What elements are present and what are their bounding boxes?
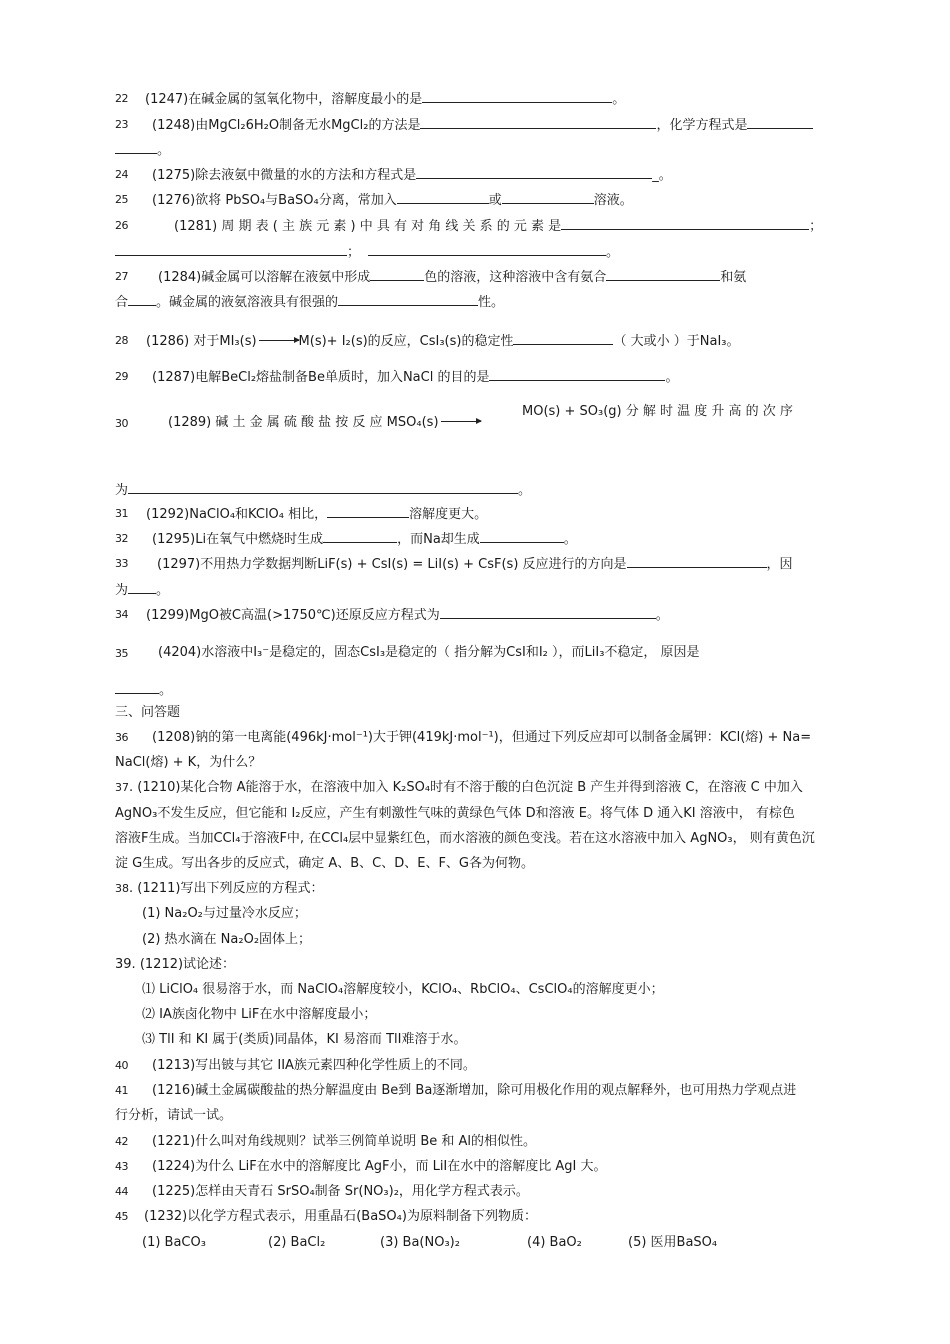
q33-line2a: 为: [115, 583, 129, 598]
q32-end: 。: [563, 532, 577, 547]
q35-end: 。: [159, 683, 173, 698]
q39-item2-text: IA族卤化物中 LiF在水中溶解度最小；: [159, 1007, 377, 1022]
q29-blank[interactable]: [489, 368, 665, 381]
q27-line2a: 合: [115, 295, 129, 310]
q45-number: 45: [115, 1210, 128, 1223]
q22-number: 22: [115, 92, 128, 105]
q37-line3: 溶液F生成。当加CCl₄于溶液F中, 在CCl₄层中显紫红色，而水溶液的颜色变浅。若在这水溶液中加入 AgNO₃， 则有黄色沉: [115, 831, 815, 846]
q26-text: [174, 217, 822, 236]
q39-text: (1212)试论述：: [139, 957, 236, 972]
q31-number: 31: [115, 507, 128, 520]
q28-number: 28: [115, 334, 128, 347]
q39-item1-num: ⑴: [142, 982, 156, 997]
q33-number: 33: [115, 557, 128, 570]
q27-line2b: 。碱金属的液氨溶液具有很强的: [156, 295, 339, 310]
q33-prompt: (1297)不用热力学数据判断LiF(s) + CsI(s) = LiI(s) + CsF(s) 反应进行的方向是: [157, 557, 627, 572]
q30-prompt: (1289) 碱 土 金 属 硫 酸 盐 按 反 应 MSO₄(s): [168, 415, 439, 430]
q44-number: 44: [115, 1185, 128, 1198]
q22-end: 。: [612, 92, 626, 107]
q30-end: 。: [518, 483, 532, 498]
q27-blank-ammine[interactable]: [606, 268, 720, 281]
q27-text: [158, 268, 746, 287]
q45-text: (1232)以化学方程式表示，用重晶石(BaSO₄)为原料制备下列物质：: [144, 1209, 537, 1224]
q30-text: [168, 414, 481, 432]
q32-mid: ，而Na却生成: [397, 532, 480, 547]
q31-end: 溶解度更大。: [409, 507, 488, 522]
q26-end: 。: [606, 245, 620, 260]
q45-option2: (2) BaCl₂: [268, 1235, 326, 1250]
q27-line2: [115, 293, 504, 312]
q28-end: （ 大或小 ）于NaI₃。: [613, 334, 740, 349]
q45-option5: (5) 医用BaSO₄: [628, 1235, 718, 1250]
q25-end: 溶液。: [593, 193, 633, 208]
q39-item1: [142, 981, 664, 999]
q27-number: 27: [115, 270, 128, 283]
q44-text: (1225)怎样由天青石 SrSO₄制备 Sr(NO₃)₂，用化学方程式表示。: [152, 1184, 529, 1199]
q30-right-text: MO(s) + SO₃(g) 分 解 时 温 度 升 高 的 次 序: [522, 404, 793, 419]
q38-item1: (1) Na₂O₂与过量冷水反应；: [142, 906, 307, 921]
q39-item3-text: TlI 和 KI 属于(类质)同晶体，KI 易溶而 TlI难溶于水。: [159, 1032, 467, 1047]
q32-number: 32: [115, 532, 128, 545]
q39-item2-num: ⑵: [142, 1007, 156, 1022]
q30-blank[interactable]: [128, 481, 518, 494]
q23-blank-equation[interactable]: [747, 116, 813, 129]
q37-line2: AgNO₃不发生反应，但它能和 I₂反应，产生有刺激性气味的黄绿色气体 D和溶液 E。将气体 D 通入KI 溶液中， 有棕色: [115, 806, 795, 821]
q26-prompt: (1281) 周 期 表 ( 主 族 元 素 ) 中 具 有 对 角 线 关 系 的 元 素 是: [174, 219, 562, 234]
q39-item1-text: LiClO₄ 很易溶于水，而 NaClO₄溶解度较小，KClO₄、RbClO₄、CsClO₄的溶解度更小；: [159, 982, 664, 997]
q34-blank[interactable]: [440, 606, 656, 619]
q39-number: 39.: [115, 957, 136, 972]
q26-blank1[interactable]: [561, 217, 809, 230]
q31-prompt: (1292)NaClO₄和KClO₄ 相比，: [146, 507, 328, 522]
q27-line2c: 性。: [478, 295, 505, 310]
q29-text: [152, 368, 679, 387]
q39-item3: [142, 1031, 466, 1049]
q34-prompt: (1299)MgO被C高温(>1750℃)还原反应方程式为: [146, 608, 440, 623]
q30-line2: [115, 481, 531, 500]
q28-prompt2: M(s)+ I₂(s)的反应，CsI₃(s)的稳定性: [298, 334, 514, 349]
q32-prompt: (1295)Li在氧气中燃烧时生成: [152, 532, 324, 547]
q22-prompt: (1247)在碱金属的氢氧化物中，溶解度最小的是: [145, 92, 423, 107]
q32-blank2[interactable]: [480, 530, 564, 543]
q45-option3: (3) Ba(NO₃)₂: [380, 1235, 460, 1250]
q23-mid: ，化学方程式是: [656, 118, 748, 133]
q25-blank1[interactable]: [397, 191, 489, 204]
q39-item2: [142, 1006, 376, 1024]
q29-number: 29: [115, 370, 128, 383]
q37-line4: 淀 G生成。写出各步的反应式，确定 A、B、C、D、E、F、G各为何物。: [115, 856, 535, 871]
q26-line2: [115, 243, 619, 262]
q24-blank[interactable]: [416, 166, 652, 179]
q25-mid: 或: [488, 193, 502, 208]
q23-blank-equation-cont[interactable]: [115, 141, 157, 154]
q27-prompt1: (1284)碱金属可以溶解在液氨中形成: [158, 270, 371, 285]
reaction-arrow-icon: [441, 421, 481, 422]
q28-blank[interactable]: [513, 332, 613, 345]
q25-prompt: (1276)欲将 PbSO₄与BaSO₄分离，常加入: [152, 193, 397, 208]
q35-line2: [115, 681, 172, 700]
q23-line2: [115, 141, 170, 160]
q43-text: (1224)为什么 LiF在水中的溶解度比 AgF小，而 LiI在水中的溶解度比 AgI 大。: [152, 1159, 607, 1174]
q29-prompt: (1287)电解BeCl₂熔盐制备Be单质时，加入NaCl 的目的是: [152, 370, 490, 385]
q23-blank-method[interactable]: [420, 116, 656, 129]
q33-line2b: 。: [156, 583, 170, 598]
q29-end: 。: [665, 370, 679, 385]
q24-text: [152, 166, 672, 185]
q41-line2: 行分析，请试一试。: [115, 1108, 233, 1123]
q27-blank-ammine-cont[interactable]: [128, 293, 156, 306]
q24-end: _。: [652, 168, 672, 183]
q39-title: [115, 956, 235, 974]
q43-number: 43: [115, 1160, 128, 1173]
q25-blank2[interactable]: [502, 191, 594, 204]
q27-prompt2: 色的溶液，这种溶液中含有氨合: [424, 270, 607, 285]
q45-option1: (1) BaCO₃: [142, 1235, 206, 1250]
q27-prompt3: 和氨: [720, 270, 747, 285]
q26-semicolon2: ；: [347, 245, 361, 260]
q23-end: 。: [157, 143, 171, 158]
section-title: 三、问答题: [115, 705, 181, 720]
q27-blank-color[interactable]: [370, 268, 424, 281]
q39-item3-num: ⑶: [142, 1032, 156, 1047]
q38-item2: (2) 热水滴在 Na₂O₂固体上；: [142, 932, 312, 947]
q33-blank[interactable]: [627, 555, 767, 568]
q35-number: 35: [115, 647, 128, 660]
q28-text: [146, 332, 740, 351]
q33-blank-reason[interactable]: [128, 581, 156, 594]
q25-number: 25: [115, 193, 128, 206]
q22-text: [145, 90, 625, 109]
q41-number: 41: [115, 1084, 128, 1097]
q37-line1: 37. (1210)某化合物 A能溶于水，在溶液中加入 K₂SO₄时有不溶于酸的白色沉淀 B 产生并得到溶液 C，在溶液 C 中加入: [115, 780, 803, 795]
q26-semicolon1: ；: [809, 219, 823, 234]
q40-text: (1213)写出铍与其它 IIA族元素四种化学性质上的不同。: [152, 1058, 476, 1073]
q26-blank2[interactable]: [115, 243, 347, 256]
q24-number: 24: [115, 168, 128, 181]
q38-text: (1211)写出下列反应的方程式：: [137, 881, 324, 896]
q37-text-l1: (1210)某化合物 A能溶于水，在溶液中加入 K₂SO₄时有不溶于酸的白色沉淀 B 产生并得到溶液 C，在溶液 C 中加入: [137, 780, 803, 795]
q34-text: [146, 606, 669, 625]
q38-number: 38: [115, 882, 129, 895]
q23-number: 23: [115, 118, 128, 131]
q25-text: [152, 191, 633, 210]
q36-line1: (1208)钠的第一电离能(496kJ·mol⁻¹)大于钾(419kJ·mol⁻¹)，但通过下列反应却可以制备金属钾：KCl(熔) + Na=: [152, 730, 812, 745]
q42-number: 42: [115, 1135, 128, 1148]
q22-blank[interactable]: [422, 90, 612, 103]
q40-number: 40: [115, 1059, 128, 1072]
q36-number: 36: [115, 731, 128, 744]
q34-end: 。: [655, 608, 669, 623]
q26-blank3[interactable]: [368, 243, 606, 256]
q26-number: 26: [115, 219, 128, 232]
q31-blank[interactable]: [327, 505, 409, 518]
q30-number: 30: [115, 417, 128, 430]
q45-option4: (4) BaO₂: [527, 1235, 582, 1250]
q35-blank[interactable]: [115, 681, 159, 694]
q33-end: ，因: [766, 557, 793, 572]
q32-text: [152, 530, 577, 549]
q31-text: [146, 505, 487, 524]
q37-number: 37: [115, 781, 129, 794]
q38-title: 38. (1211)写出下列反应的方程式：: [115, 881, 324, 896]
q23-text: [152, 116, 813, 135]
q35-text: (4204)水溶液中I₃⁻是稳定的，固态CsI₃是稳定的（ 指分解为CsI和I₂ ），而LiI₃不稳定， 原因是: [158, 645, 700, 660]
q33-text: [157, 555, 793, 574]
q27-blank-property[interactable]: [338, 293, 478, 306]
q41-line1: (1216)碱土金属碳酸盐的热分解温度由 Be到 Ba逐渐增加，除可用极化作用的观点解释外，也可用热力学观点进: [152, 1083, 797, 1098]
q42-text: (1221)什么叫对角线规则？试举三例简单说明 Be 和 Al的相似性。: [152, 1134, 537, 1149]
q36-line2: NaCl(熔) + K，为什么？: [115, 755, 262, 770]
q24-prompt: (1275)除去液氨中微量的水的方法和方程式是: [152, 168, 417, 183]
q23-prompt: (1248)由MgCl₂6H₂O制备无水MgCl₂的方法是: [152, 118, 421, 133]
q32-blank1[interactable]: [323, 530, 397, 543]
reaction-arrow-icon: [259, 340, 299, 341]
q30-line2a: 为: [115, 483, 129, 498]
q28-prompt1: (1286) 对于MI₃(s): [146, 334, 257, 349]
q34-number: 34: [115, 608, 128, 621]
q33-line2: [115, 581, 169, 600]
